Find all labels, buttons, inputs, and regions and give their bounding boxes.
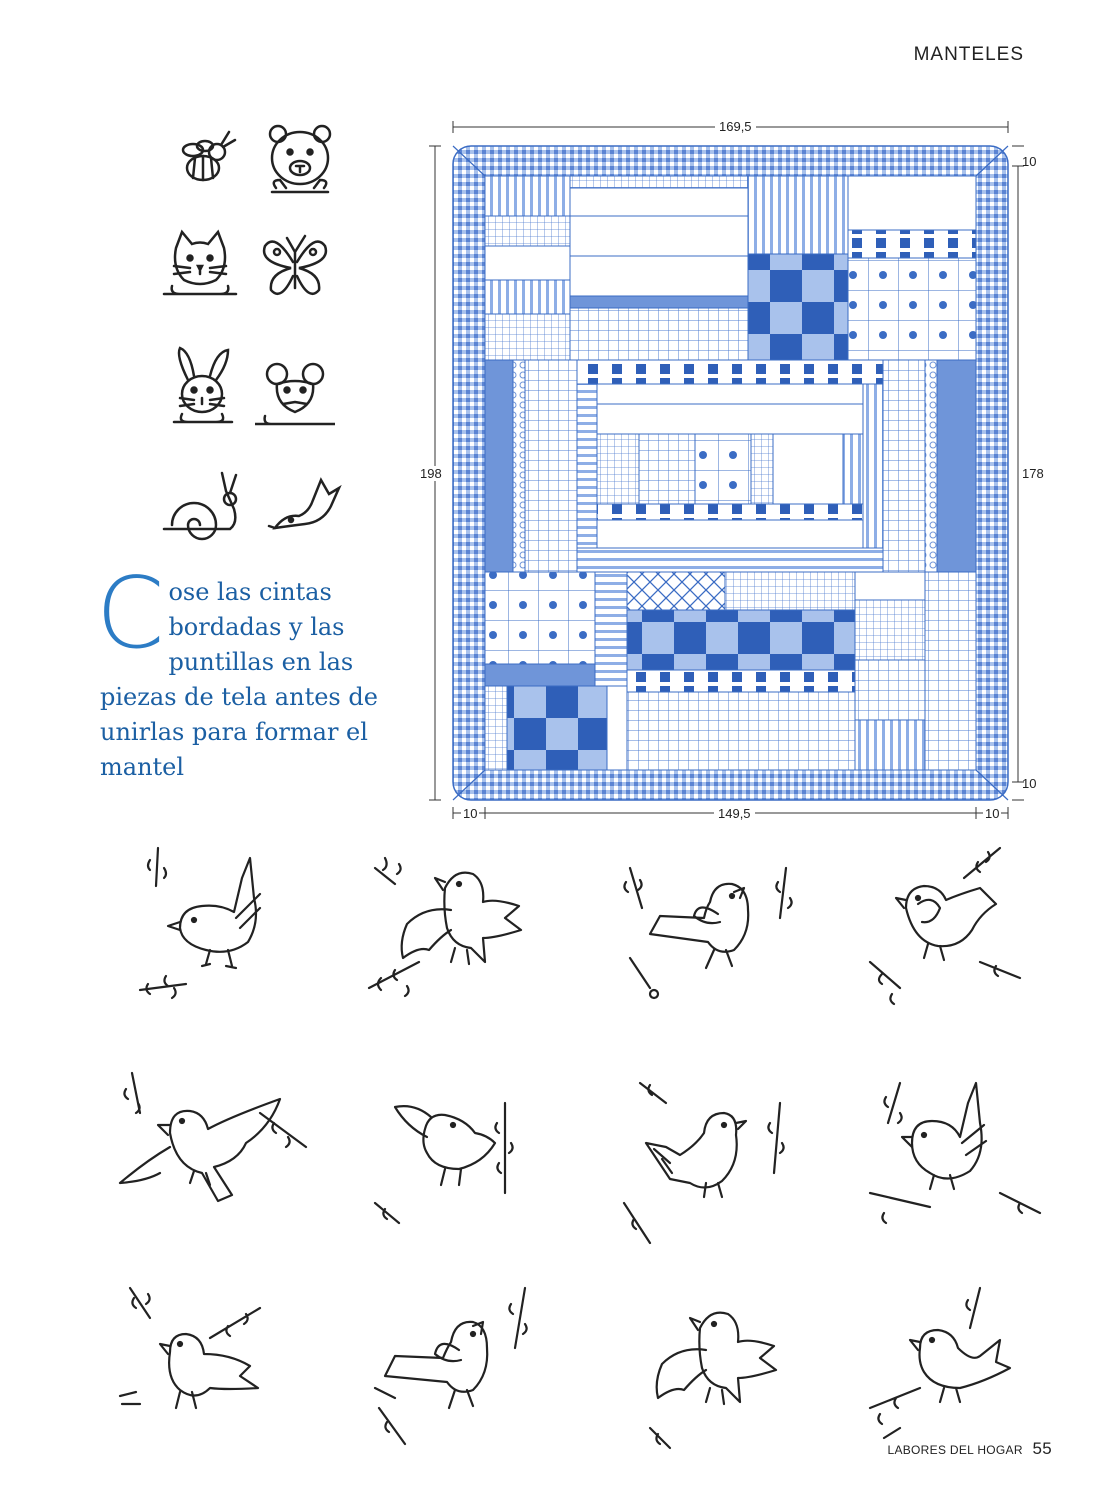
bird-pattern-5 <box>110 1063 310 1253</box>
dim-right-height: 178 <box>1022 466 1044 481</box>
magazine-name: LABORES DEL HOGAR <box>887 1443 1023 1457</box>
tablecloth-diagram <box>418 110 1058 825</box>
bird-pattern-10 <box>355 1278 555 1468</box>
dim-bottom-right: 10 <box>985 806 1000 821</box>
snail-icon <box>160 463 240 543</box>
intro-line-1: ose las cintas <box>168 578 332 606</box>
intro-line-2: bordadas y las <box>168 613 345 641</box>
dim-top-width: 169,5 <box>715 119 756 134</box>
dim-bottom-width: 149,5 <box>714 806 755 821</box>
dim-bottom-left: 10 <box>463 806 478 821</box>
bear-icon <box>260 118 340 198</box>
bird-pattern-7 <box>610 1063 810 1253</box>
dim-border-bottom: 10 <box>1022 776 1037 791</box>
section-title: MANTELES <box>913 44 1024 65</box>
dim-border-top: 10 <box>1022 154 1037 169</box>
bird-pattern-9 <box>110 1278 310 1468</box>
page-number: 55 <box>1032 1439 1052 1458</box>
dim-left-height: 198 <box>420 466 442 481</box>
bird-pattern-1 <box>110 838 310 1028</box>
embroidery-icons <box>150 118 350 538</box>
bird-pattern-2 <box>355 838 555 1028</box>
intro-text <box>96 557 410 785</box>
rabbit-icon <box>160 346 240 426</box>
bird-pattern-4 <box>860 838 1060 1028</box>
mouse-icon <box>255 354 335 434</box>
bird-patterns <box>100 838 1040 1458</box>
intro-rest: puntillas en las piezas de tela antes de unirlas para formar el mantel <box>100 648 378 781</box>
drop-cap: C <box>96 557 165 671</box>
bird-icon <box>265 468 345 548</box>
page-footer <box>887 1439 1052 1459</box>
tablecloth-drawing <box>418 110 1058 825</box>
bee-icon <box>165 118 245 198</box>
bird-pattern-6 <box>355 1063 555 1253</box>
butterfly-icon <box>255 228 335 308</box>
cat-icon <box>160 228 240 308</box>
bird-pattern-11 <box>610 1278 810 1468</box>
bird-pattern-3 <box>610 838 810 1028</box>
bird-pattern-8 <box>860 1063 1060 1253</box>
